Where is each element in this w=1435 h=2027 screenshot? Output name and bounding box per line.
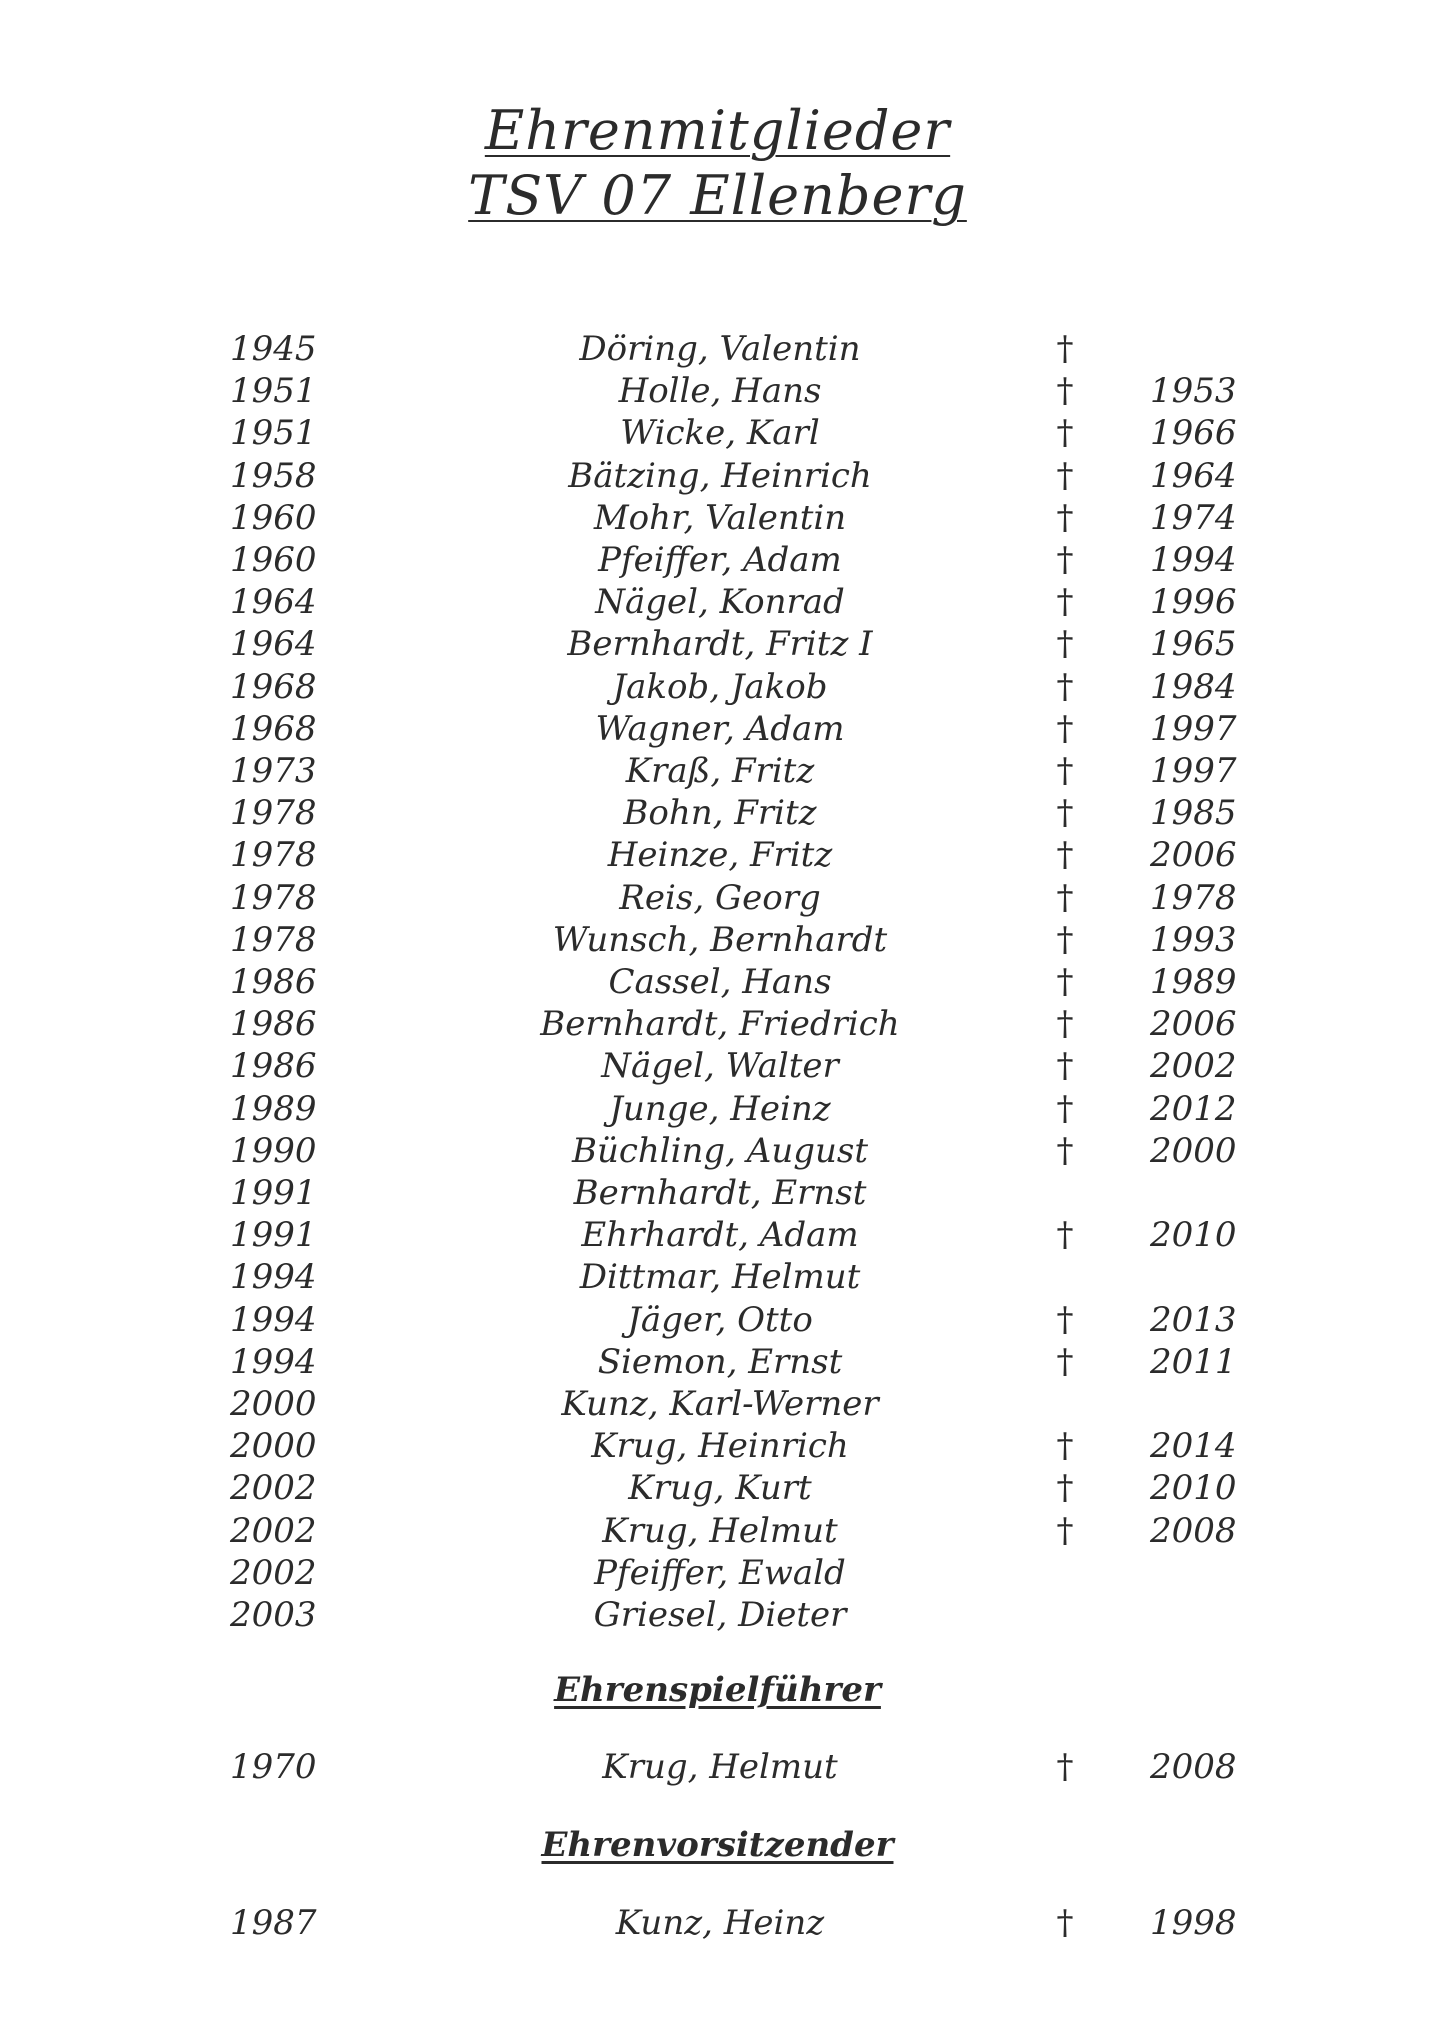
member-year: 1986 [230,1004,317,1045]
entry-death-year: 2008 [1150,1747,1237,1787]
member-row [0,1467,1435,1509]
member-name: Krug, Heinrich [591,1426,849,1467]
deceased-cross-icon: † [1056,1341,1074,1382]
member-death-year: 1966 [1150,413,1237,454]
entry-name: Kunz, Heinz [615,1903,825,1943]
member-name: Kraß, Fritz [625,751,815,791]
member-row [0,750,1435,792]
member-year: 1994 [230,1341,317,1382]
member-death-year: 2011 [1150,1341,1237,1382]
member-row [0,919,1435,961]
member-year: 2002 [230,1510,317,1551]
page-title: Ehrenmitglieder [484,99,951,162]
deceased-cross-icon: † [1056,962,1074,1002]
member-year: 1978 [230,793,317,834]
entry-death-year: 1998 [1150,1903,1237,1943]
member-death-year: 1994 [1150,540,1237,580]
member-death-year: 2006 [1150,835,1237,876]
deceased-cross-icon: † [1056,1215,1074,1256]
member-year: 1958 [230,455,317,496]
member-name: Büchling, August [571,1130,869,1171]
member-row [0,1045,1435,1087]
member-year: 1990 [230,1130,317,1171]
member-year: 1951 [230,371,317,412]
member-row [0,1256,1435,1298]
deceased-cross-icon: † [1056,582,1074,623]
member-year: 1945 [230,329,317,369]
member-name: Döring, Valentin [579,329,861,369]
captain-row [0,1746,1435,1788]
member-year: 2003 [230,1595,317,1635]
deceased-cross-icon: † [1056,540,1074,580]
member-row [0,1383,1435,1425]
member-year: 1964 [230,624,317,665]
deceased-cross-icon: † [1056,624,1074,665]
member-row [0,412,1435,454]
entry-name: Krug, Helmut [602,1747,838,1787]
section-heading-captain: Ehrenspielführer [554,1670,881,1710]
member-death-year: 1974 [1150,497,1237,538]
club-name: TSV 07 Ellenberg [468,164,967,227]
member-name: Dittmar, Helmut [579,1257,861,1298]
member-death-year: 2014 [1150,1426,1237,1467]
member-year: 1989 [230,1088,317,1129]
deceased-cross-icon: † [1056,919,1074,960]
member-year: 1991 [230,1215,317,1256]
member-row [0,1130,1435,1172]
member-row [0,877,1435,919]
member-row [0,370,1435,412]
member-death-year: 1997 [1150,751,1237,791]
member-year: 1960 [230,540,317,580]
member-death-year: 1996 [1150,582,1237,623]
member-row [0,666,1435,708]
member-year: 1964 [230,582,317,623]
member-name: Bernhardt, Friedrich [540,1004,900,1045]
deceased-cross-icon: † [1056,1299,1074,1340]
member-death-year: 2000 [1150,1130,1237,1171]
member-name: Jäger, Otto [627,1299,813,1340]
member-name: Wunsch, Bernhardt [552,919,888,960]
member-name: Kunz, Karl-Werner [561,1384,879,1424]
member-death-year: 2002 [1150,1046,1237,1087]
member-year: 1968 [230,708,317,749]
member-name: Nägel, Walter [601,1046,839,1087]
deceased-cross-icon: † [1056,793,1074,834]
member-row [0,1172,1435,1214]
member-name: Wicke, Karl [620,413,820,454]
member-death-year: 1964 [1150,455,1237,496]
member-row [0,961,1435,1003]
member-name: Jakob, Jakob [612,666,828,707]
member-death-year: 2010 [1150,1468,1237,1509]
deceased-cross-icon: † [1056,1747,1074,1787]
deceased-cross-icon: † [1056,751,1074,791]
deceased-cross-icon: † [1056,835,1074,876]
deceased-cross-icon: † [1056,1426,1074,1467]
member-name: Nägel, Konrad [595,582,845,623]
member-name: Krug, Kurt [628,1468,812,1509]
member-year: 1973 [230,751,317,791]
member-name: Krug, Helmut [602,1510,838,1551]
member-row [0,1594,1435,1636]
entry-year: 1987 [230,1903,317,1943]
member-year: 1960 [230,497,317,538]
member-death-year: 2010 [1150,1215,1237,1256]
deceased-cross-icon: † [1056,666,1074,707]
member-year: 2002 [230,1552,317,1593]
member-death-year: 1984 [1150,666,1237,707]
deceased-cross-icon: † [1056,455,1074,496]
member-row [0,455,1435,497]
member-year: 2000 [230,1384,317,1424]
member-death-year: 2008 [1150,1510,1237,1551]
member-name: Mohr, Valentin [593,497,847,538]
member-year: 1994 [230,1299,317,1340]
member-row [0,497,1435,539]
member-death-year: 2012 [1150,1088,1237,1129]
member-row [0,623,1435,665]
member-name: Bernhardt, Ernst [573,1173,867,1213]
member-row [0,539,1435,581]
member-death-year: 1985 [1150,793,1237,834]
member-name: Ehrhardt, Adam [581,1215,859,1256]
member-row [0,1341,1435,1383]
member-name: Pfeiffer, Ewald [594,1552,846,1593]
deceased-cross-icon: † [1056,413,1074,454]
member-row [0,1088,1435,1130]
member-row [0,1299,1435,1341]
member-death-year: 1953 [1150,371,1237,412]
deceased-cross-icon: † [1056,1130,1074,1171]
member-name: Bernhardt, Fritz I [567,624,873,665]
member-death-year: 1978 [1150,877,1237,918]
member-death-year: 1997 [1150,708,1237,749]
member-row [0,792,1435,834]
member-year: 1978 [230,835,317,876]
deceased-cross-icon: † [1056,1510,1074,1551]
member-row [0,1552,1435,1594]
member-name: Siemon, Ernst [597,1341,843,1382]
member-year: 1991 [230,1173,317,1213]
member-name: Junge, Heinz [609,1088,831,1129]
member-year: 1986 [230,1046,317,1087]
deceased-cross-icon: † [1056,497,1074,538]
section-heading-chair: Ehrenvorsitzender [541,1825,894,1865]
deceased-cross-icon: † [1056,877,1074,918]
member-name: Holle, Hans [618,371,822,412]
member-row [0,1510,1435,1552]
member-death-year: 1989 [1150,962,1237,1002]
member-year: 1978 [230,919,317,960]
deceased-cross-icon: † [1056,1468,1074,1509]
member-name: Reis, Georg [619,877,821,918]
deceased-cross-icon: † [1056,329,1074,369]
member-row [0,708,1435,750]
member-death-year: 2006 [1150,1004,1237,1045]
entry-year: 1970 [230,1747,317,1787]
member-row [0,1425,1435,1467]
member-death-year: 1965 [1150,624,1237,665]
deceased-cross-icon: † [1056,1004,1074,1045]
deceased-cross-icon: † [1056,1088,1074,1129]
member-row [0,834,1435,876]
member-year: 1994 [230,1257,317,1298]
member-year: 1978 [230,877,317,918]
member-name: Cassel, Hans [608,962,832,1002]
member-name: Griesel, Dieter [593,1595,847,1635]
member-death-year: 2013 [1150,1299,1237,1340]
member-row [0,328,1435,370]
member-year: 2002 [230,1468,317,1509]
member-year: 1951 [230,413,317,454]
member-row [0,1003,1435,1045]
member-year: 1968 [230,666,317,707]
chair-row [0,1902,1435,1944]
deceased-cross-icon: † [1056,1903,1074,1943]
member-name: Bätzing, Heinrich [568,455,872,496]
member-death-year: 1993 [1150,919,1237,960]
member-row [0,581,1435,623]
member-row [0,1214,1435,1256]
deceased-cross-icon: † [1056,708,1074,749]
member-name: Wagner, Adam [595,708,845,749]
member-year: 1986 [230,962,317,1002]
deceased-cross-icon: † [1056,1046,1074,1087]
member-year: 2000 [230,1426,317,1467]
member-name: Heinze, Fritz [607,835,833,876]
member-name: Pfeiffer, Adam [598,540,842,580]
member-name: Bohn, Fritz [623,793,817,834]
deceased-cross-icon: † [1056,371,1074,412]
